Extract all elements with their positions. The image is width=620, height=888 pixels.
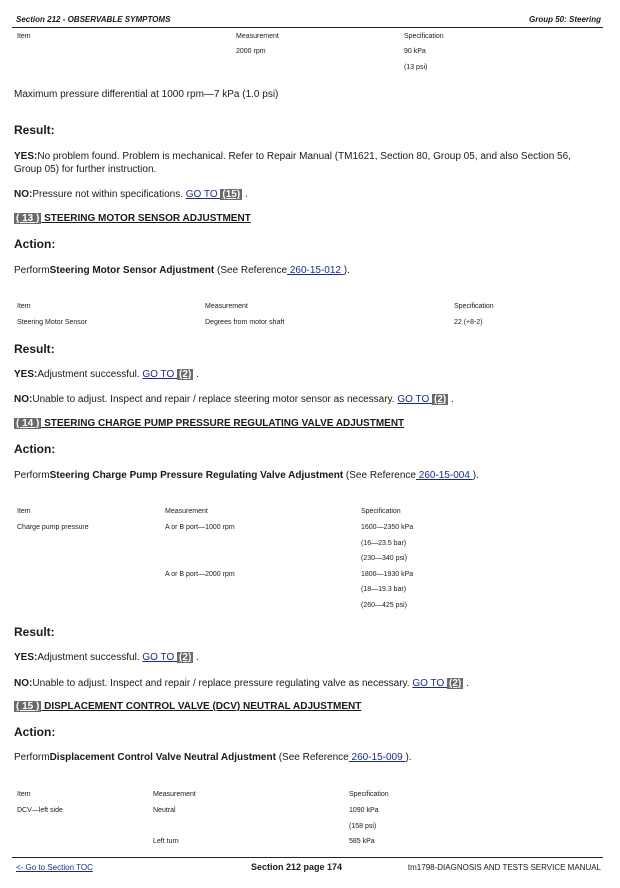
table1-spec: (13 psi) (404, 64, 428, 71)
table4-item: DCV—left side (17, 807, 63, 814)
goto-link[interactable]: GO TO (2) (142, 652, 192, 663)
goto-link[interactable]: GO TO (2) (412, 678, 462, 689)
table2-header-specification: Specification (454, 303, 494, 310)
step-number: ( 14 ) (16, 418, 40, 429)
reference-link[interactable]: 260-15-012 (287, 265, 344, 276)
step-15-heading (14, 701, 361, 712)
table4-measurement: Neutral (153, 807, 176, 814)
reference-link[interactable]: 260-15-009 (348, 752, 406, 763)
step-title: STEERING CHARGE PUMP PRESSURE REGULATING VALVE ADJUSTMENT (44, 418, 405, 429)
table1-header-item: Item (17, 33, 31, 40)
table3-spec: (260—425 psi) (361, 602, 407, 609)
no-label: NO: (14, 189, 33, 200)
action-text: PerformSteering Motor Sensor Adjustment (See Reference 260-15-012 ). (14, 265, 350, 276)
max-pressure-note: Maximum pressure differential at 1000 rpm—7 kPa (1.0 psi) (14, 89, 279, 100)
table1-header-measurement: Measurement (236, 33, 279, 40)
step-number: ( 15 ) (16, 701, 40, 712)
table3-spec: 1800—1930 kPa (361, 571, 414, 578)
manual-title: tm1798-DIAGNOSIS AND TESTS SERVICE MANUAL (407, 863, 601, 872)
result-heading: Result: (14, 625, 55, 639)
footer-rule (12, 857, 603, 858)
table2-header-item: Item (17, 303, 31, 310)
action-heading: Action: (14, 237, 56, 251)
table3-item: Charge pump pressure (17, 524, 89, 531)
table3-measurement: A or B port—1000 rpm (165, 524, 235, 531)
step-13-heading (14, 213, 251, 224)
step-title: STEERING MOTOR SENSOR ADJUSTMENT (44, 213, 251, 224)
table3-header-specification: Specification (361, 508, 401, 515)
table2-measurement: Degrees from motor shaft (205, 319, 285, 326)
action-text: PerformSteering Charge Pump Pressure Regulating Valve Adjustment (See Reference 260-15-004 ). (14, 470, 479, 481)
table2-spec: 22 (+8-2) (454, 319, 483, 326)
table3-spec: 1600—2350 kPa (361, 524, 414, 531)
table4-spec: 1090 kPa (349, 807, 379, 814)
step-title: DISPLACEMENT CONTROL VALVE (DCV) NEUTRAL ADJUSTMENT (44, 701, 362, 712)
table2-header-measurement: Measurement (205, 303, 248, 310)
reference-link[interactable]: 260-15-004 (415, 470, 473, 481)
action-heading: Action: (14, 725, 56, 739)
table4-header-specification: Specification (349, 791, 389, 798)
yes-text: No problem found. Problem is mechanical. Refer to Repair Manual (TM1621, Section 80, Group 05, and also Section 56, (37, 151, 571, 162)
yes-result: YES:Adjustment successful. GO TO (2) . (14, 369, 199, 380)
section-toc-link[interactable]: <- Go to Section TOC (16, 863, 93, 872)
action-heading: Action: (14, 442, 56, 456)
table4-header-item: Item (17, 791, 31, 798)
table3-measurement: A or B port—2000 rpm (165, 571, 235, 578)
section-header: Section 212 - OBSERVABLE SYMPTOMS (16, 15, 171, 24)
yes-result: YES:Adjustment successful. GO TO (2) . (14, 652, 199, 663)
page-number: Section 212 page 174 (251, 862, 343, 872)
table4-spec: (158 psi) (349, 823, 377, 830)
table3-spec: (16—23.5 bar) (361, 540, 407, 547)
yes-result (14, 150, 604, 163)
table1-header-specification: Specification (404, 33, 444, 40)
yes-result-cont: Group 05) for further instruction. (14, 164, 157, 175)
no-result: NO:Unable to adjust. Inspect and repair / replace pressure regulating valve as necessary. GO TO (2) . (14, 678, 469, 689)
no-result: NO:Unable to adjust. Inspect and repair / replace steering motor sensor as necessary. GO TO (2) . (14, 394, 454, 405)
yes-label: YES: (14, 151, 38, 162)
action-text: PerformDisplacement Control Valve Neutral Adjustment (See Reference 260-15-009 ). (14, 752, 412, 763)
no-text: Pressure not within specifications. (32, 189, 183, 200)
result-heading: Result: (14, 123, 55, 137)
table4-spec: 585 kPa (349, 838, 375, 845)
no-result: NO:Pressure not within specifications. GO TO (15) . (14, 189, 248, 200)
table3-header-item: Item (17, 508, 31, 515)
table3-header-measurement: Measurement (165, 508, 208, 515)
step-number: ( 13 ) (16, 213, 40, 224)
table4-measurement: Left turn (153, 838, 179, 845)
goto-link[interactable]: GO TO (2) (397, 394, 447, 405)
table1-spec: 90 kPa (404, 48, 426, 55)
result-heading: Result: (14, 342, 55, 356)
table4-header-measurement: Measurement (153, 791, 196, 798)
goto-link[interactable]: GO TO (2) (142, 369, 192, 380)
step-14-heading (14, 418, 404, 429)
goto-link[interactable]: GO TO (15) (185, 189, 241, 200)
header-rule (12, 27, 603, 28)
table3-spec: (18—19.3 bar) (361, 586, 407, 593)
table2-item: Steering Motor Sensor (17, 319, 88, 326)
table1-measurement: 2000 rpm (236, 48, 266, 55)
table3-spec: (230—340 psi) (361, 555, 407, 562)
group-header: Group 50: Steering (528, 15, 601, 24)
